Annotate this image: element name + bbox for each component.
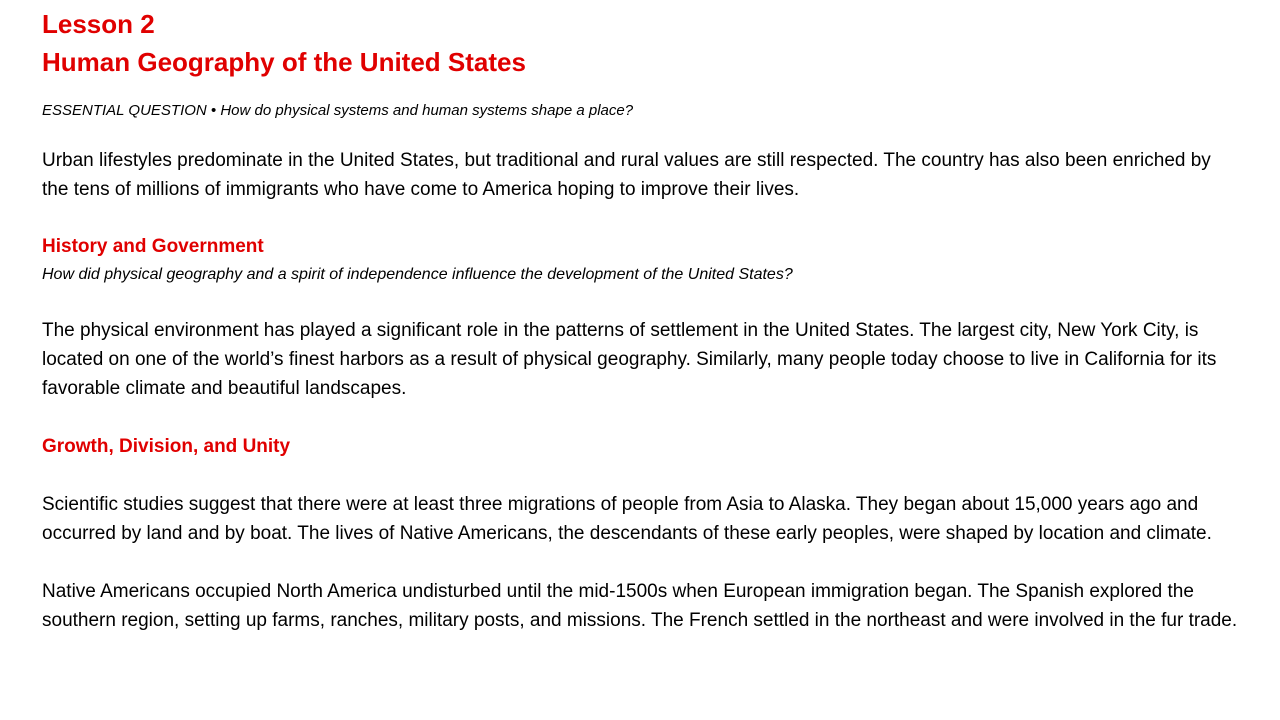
growth-paragraph-1: Scientific studies suggest that there were at least three migrations of people from Asia to Alaska. They began about 15,000 years ago and occurred by land and by boat. The lives of Native Americans, the descendants of these early peoples, were shaped by location and climate. — [42, 494, 1212, 544]
lesson-number: Lesson 2 — [42, 9, 155, 39]
intro-paragraph: Urban lifestyles predominate in the United States, but traditional and rural values are still respected. The country has also been enriched by the tens of millions of immigrants who have come to America hoping to improve their lives. — [42, 150, 1211, 200]
essential-question: ESSENTIAL QUESTION • How do physical systems and human systems shape a place? — [42, 102, 634, 119]
section-heading-growth: Growth, Division, and Unity — [42, 436, 291, 457]
lesson-slide — [42, 5, 1242, 635]
lesson-title: Human Geography of the United States — [42, 47, 526, 77]
section-heading-history: History and Government — [42, 236, 264, 257]
section-question-history: How did physical geography and a spirit of independence influence the development of the United States? — [42, 266, 793, 283]
growth-paragraph-2: Native Americans occupied North America undisturbed until the mid-1500s when European immigration began. The Spanish explored the southern region, setting up farms, ranches, military posts, and missions. The French settled in the northeast and were involved in the fur trade. — [42, 581, 1238, 631]
history-paragraph: The physical environment has played a significant role in the patterns of settlement in the United States. The largest city, New York City, is located on one of the world’s finest harbors as a result of physical geography. Similarly, many people today choose to live in California for its favorable climate and beautiful landscapes. — [42, 320, 1217, 399]
